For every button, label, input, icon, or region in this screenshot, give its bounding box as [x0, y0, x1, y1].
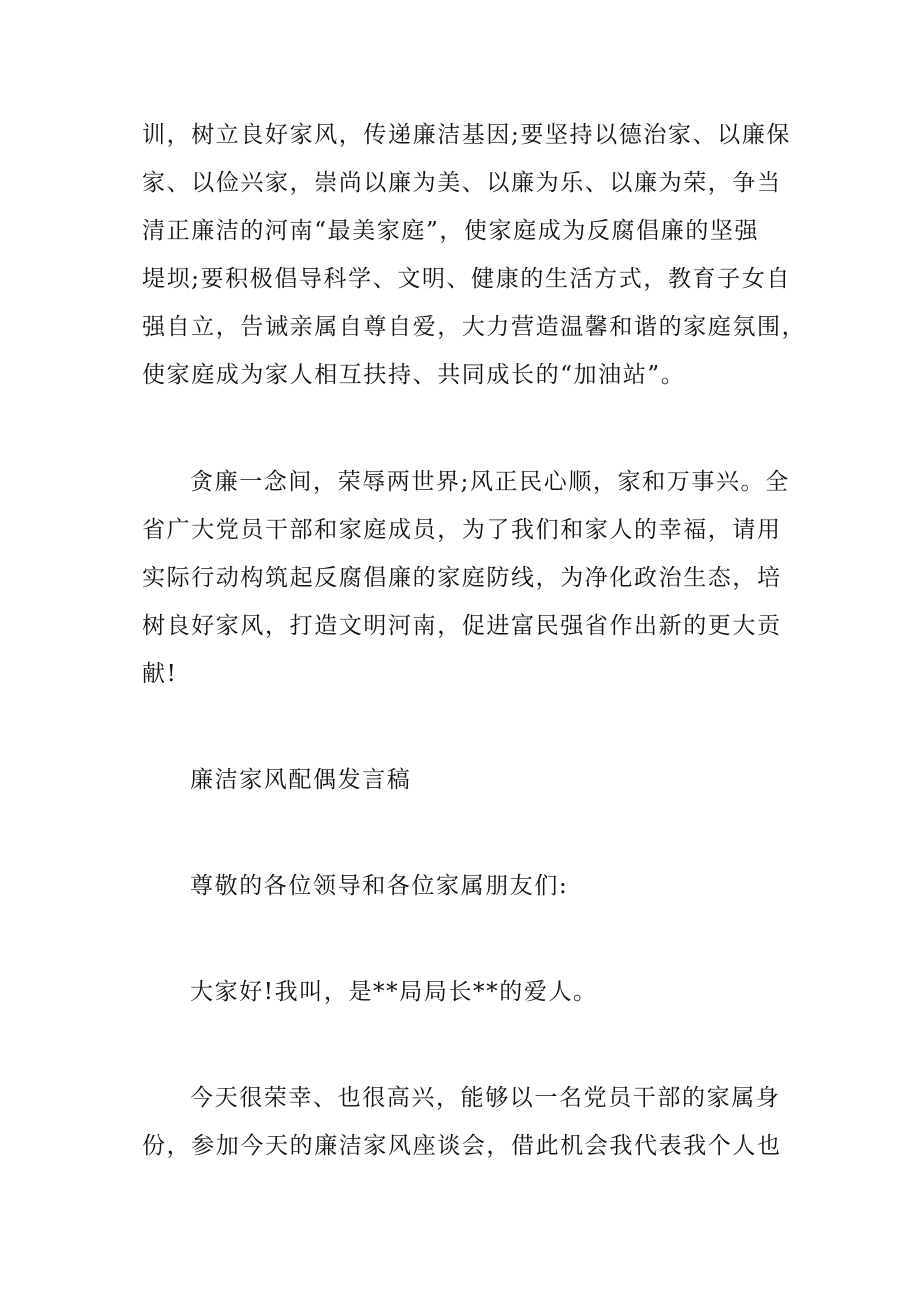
paragraph-1-line-2: 家、以俭兴家，崇尚以廉为美、以廉为乐、以廉为荣，争当: [142, 170, 782, 196]
paragraph-1-line-3: 清正廉洁的河南“最美家庭”，使家庭成为反腐倡廉的坚强: [142, 218, 760, 244]
paragraph-1-line-5: 强自立，告诫亲属自尊自爱，大力营造温馨和谐的家庭氛围，: [142, 314, 807, 340]
salutation: 尊敬的各位领导和各位家属朋友们:: [190, 873, 569, 899]
paragraph-1-line-6: 使家庭成为家人相互扶持、共同成长的“加油站”。: [142, 362, 686, 388]
paragraph-2-line-5: 献!: [142, 661, 178, 687]
paragraph-3-line-2: 份，参加今天的廉洁家风座谈会，借此机会我代表我个人也: [142, 1133, 782, 1159]
document-heading: 廉洁家风配偶发言稿: [190, 767, 412, 793]
paragraph-1-line-4: 堤坝;要积极倡导科学、文明、健康的生活方式，教育子女自: [142, 266, 791, 292]
paragraph-2-line-2: 省广大党员干部和家庭成员，为了我们和家人的幸福，请用: [142, 517, 782, 543]
paragraph-1-line-1: 训，树立良好家风，传递廉洁基因;要坚持以德治家、以廉保: [142, 122, 791, 148]
greeting: 大家好!我叫，是**局局长**的爱人。: [190, 979, 598, 1005]
paragraph-2-line-3: 实际行动构筑起反腐倡廉的家庭防线，为净化政治生态，培: [142, 565, 782, 591]
paragraph-2-line-4: 树良好家风，打造文明河南，促进富民强省作出新的更大贡: [142, 613, 782, 639]
paragraph-2-line-1: 贪廉一念间，荣辱两世界;风正民心顺，家和万事兴。全: [190, 469, 790, 495]
paragraph-3-line-1: 今天很荣幸、也很高兴，能够以一名党员干部的家属身: [190, 1085, 781, 1111]
